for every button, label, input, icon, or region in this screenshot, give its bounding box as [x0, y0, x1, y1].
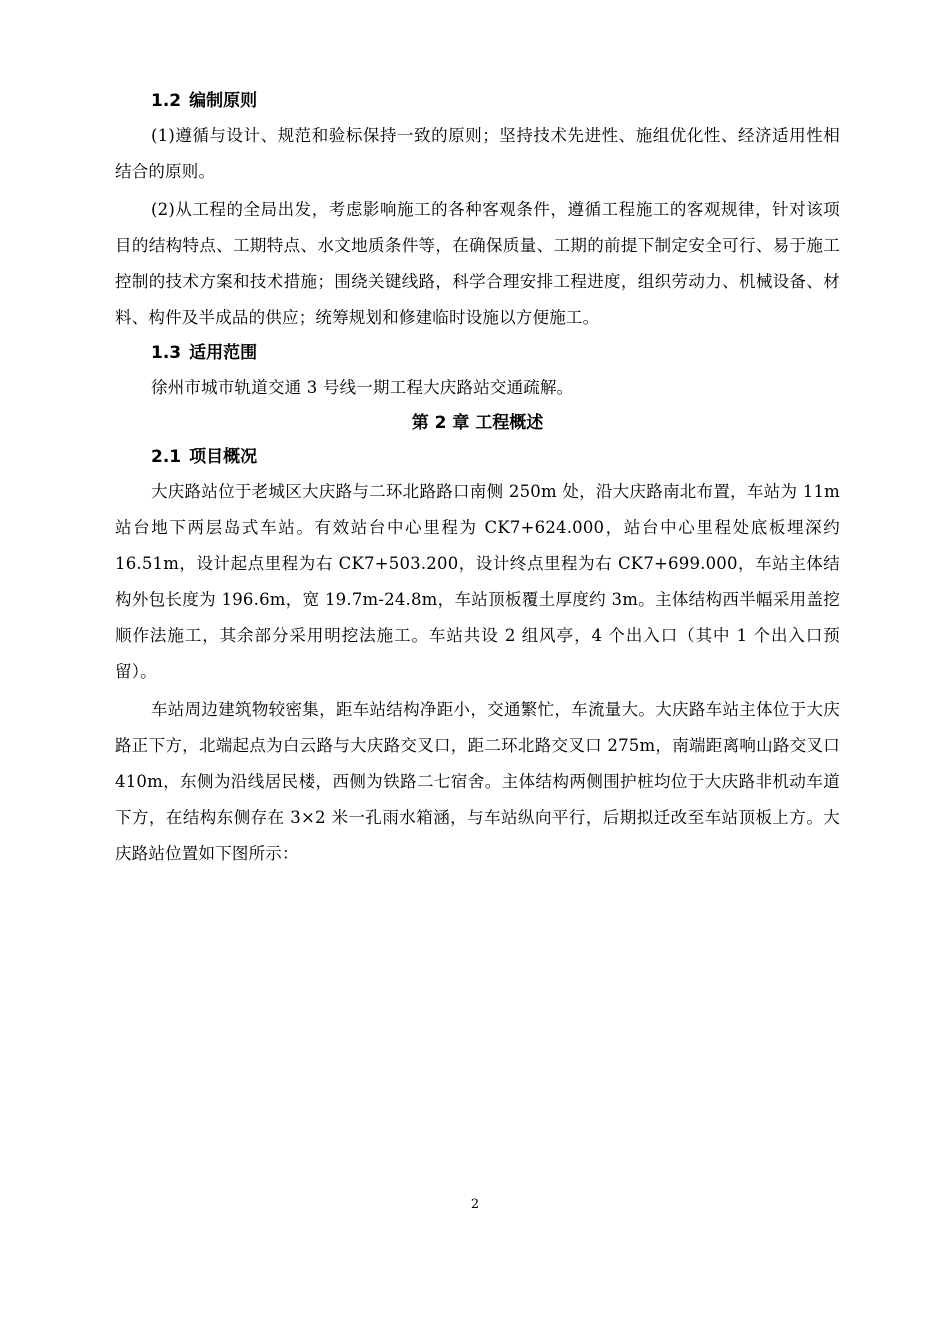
paragraph: (2)从工程的全局出发，考虑影响施工的各种客观条件，遵循工程施工的客观规律，针对该项目的结构特点、工期特点、水文地质条件等，在确保质量、工期的前提下制定安全可行、易于施工控制的技术方案和技术措施；围绕关键线路，科学合理安排工程进度，组织劳动力、机械设备、材料、构件及半成品的供应；统筹规划和修建临时设施以方便施工。	[115, 200, 840, 327]
section-title: 适用范围	[189, 343, 258, 363]
paragraph: 徐州市城市轨道交通 3 号线一期工程大庆路站交通疏解。	[151, 378, 574, 397]
section-number: 2.1	[151, 447, 182, 467]
section-number: 1.2	[151, 91, 182, 111]
paragraph: 车站周边建筑物较密集，距车站结构净距小，交通繁忙，车流量大。大庆路车站主体位于大庆路正下方，北端起点为白云路与大庆路交叉口，距二环北路交叉口 275m，南端距离响山路交叉口 410m，东侧为沿线居民楼，西侧为铁路二七宿舍。主体结构两侧围护桩均位于大庆路非机动车道下方，在结构东侧存在 3×2 米一孔雨水箱涵，与车站纵向平行，后期拟迁改至车站顶板上方。大庆路站位置如下图所示：	[115, 700, 840, 863]
section-heading-1-3	[151, 336, 840, 370]
section-heading-1-2	[151, 84, 840, 118]
paragraph: (1)遵循与设计、规范和验标保持一致的原则；坚持技术先进性、施组优化性、经济适用性相结合的原则。	[115, 126, 840, 181]
page-content	[115, 84, 840, 872]
section-title: 编制原则	[189, 91, 258, 111]
section-number: 1.3	[151, 343, 182, 363]
paragraph: 大庆路站位于老城区大庆路与二环北路路口南侧 250m 处，沿大庆路南北布置，车站为 11m 站台地下两层岛式车站。有效站台中心里程为 CK7+624.000，站台中心里程处底板埋深约 16.51m，设计起点里程为右 CK7+503.200，设计终点里程为右 CK7+699.000，车站主体结构外包长度为 196.6m，宽 19.7m-24.8m，车站顶板覆土厚度约 3m。主体结构西半幅采用盖挖顺作法施工，其余部分采用明挖法施工。车站共设 2 组风亭，4 个出入口（其中 1 个出入口预留）。	[115, 482, 840, 681]
section-heading-2-1	[151, 440, 840, 474]
page-number: 2	[470, 1197, 480, 1212]
section-title: 项目概况	[189, 447, 258, 467]
chapter-heading: 第 2 章 工程概述	[411, 413, 544, 433]
